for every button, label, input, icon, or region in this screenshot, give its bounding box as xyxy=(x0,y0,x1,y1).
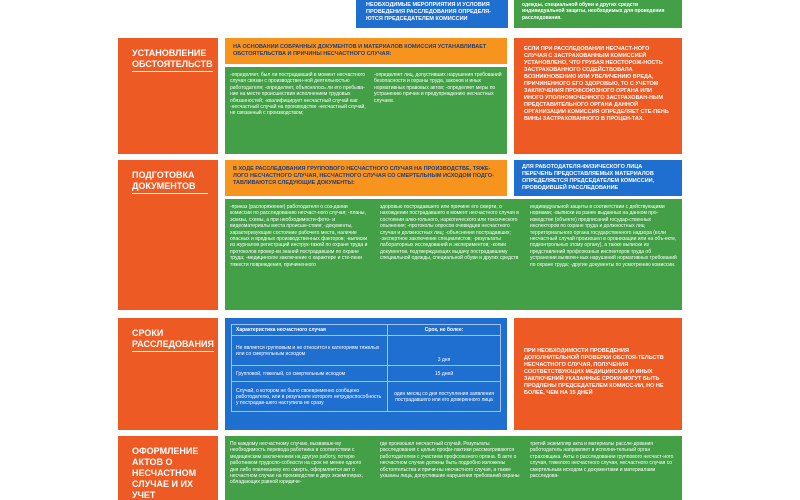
section-label-deadlines xyxy=(118,318,218,430)
s2-head-panel xyxy=(225,160,507,196)
s4-body-panel xyxy=(225,436,682,500)
table-row xyxy=(232,336,501,366)
s4-col1: По каждому несчастному случаю, вызвавше-му необходимость перевода работника в соответствии с медицинским заключением на другую работу, потерю работником трудоспо-собности на срок не менее одного дня либо повлекшему его смерть, оформляется акт о несчастном случае на производстве в двух экземплярах, обладающих равной юридиче- xyxy=(230,441,363,486)
section-label-text: СРОКИ РАССЛЕДОВАНИЯ xyxy=(132,328,214,352)
table-row xyxy=(232,382,501,412)
deadlines-table xyxy=(231,324,501,412)
table-cell: 15 дней xyxy=(388,366,501,382)
s2-right-text: ДЛЯ РАБОТОДАТЕЛЯ-ФИЗИЧЕСКОГО ЛИЦА ПЕРЕЧЕНЬ ПРЕДОСТАВЛЯЕМЫХ МАТЕРИАЛОВ ОПРЕДЕЛЯЕТСЯ ПРЕДСЕДАТЕЛЕМ КОМИССИИ, ПРОВОДИВШЕЙ РАССЛЕДОВАНИЕ xyxy=(522,164,655,191)
s1-body-panel xyxy=(225,67,507,154)
top-green-panel xyxy=(514,0,682,28)
table-header-cell: Срок, не более: xyxy=(388,325,501,336)
table-cell: Групповой, тяжелый, со смертельным исходом xyxy=(232,366,388,382)
s1-right-panel xyxy=(514,38,682,154)
s3-right-panel xyxy=(514,318,682,430)
table-header-cell: Характеристика несчастного случая xyxy=(232,325,388,336)
top-green-text: одежды, специальной обуви и других средств индивидуальной защиты, необходимых для проведения расследования. xyxy=(522,2,665,21)
s2-body-panel xyxy=(225,199,682,310)
s1-right-text: ЕСЛИ ПРИ РАССЛЕДОВАНИИ НЕСЧАСТ-НОГО СЛУЧАЯ С ЗАСТРАХОВАННЫМ КОМИССИЕЙ УСТАНОВЛЕНО, ЧТО ГРУБАЯ НЕОСТОРОЖ-НОСТЬ ЗАСТРАХОВАННОГО СОДЕЙСТВОВАЛА ВОЗНИКНОВЕНИЮ ИЛИ УВЕЛИЧЕНИЮ ВРЕДА, ПРИЧИНЕННОГО ЕГО ЗДОРОВЬЮ, ТО С УЧЕТОМ ЗАКЛЮЧЕНИЯ ПРОФСОЮЗНОГО ОРГАНА ИЛИ ИНОГО УПОЛНОМОЧЕННОГО ЗАСТРАХОВАН-НЫМ ПРЕДСТАВИТЕЛЬНОГО ОРГАНА ДАННОЙ ОРГАНИЗАЦИИ КОМИССИЯ ОПРЕДЕЛЯЕТ СТЕ-ПЕНЬ ВИНЫ ЗАСТРАХОВАННОГО В ПРОЦЕН-ТАХ. xyxy=(524,46,669,122)
s3-table-panel xyxy=(225,318,507,430)
s1-head-panel xyxy=(225,38,507,64)
section-label-text: ОФОРМЛЕНИЕ АКТОВ О НЕСЧАСТНОМ СЛУЧАЕ И ИХ УЧЕТ xyxy=(132,446,208,500)
s2-heading: В ХОДЕ РАССЛЕДОВАНИЯ ГРУППОВОГО НЕСЧАСТНОГО СЛУЧАЯ НА ПРОИЗВОДСТВЕ, ТЯЖЕ-ЛОГО НЕСЧАСТНОГО СЛУЧАЯ, НЕСЧАСТНОГО СЛУЧАЯ СО СМЕРТЕЛЬНЫМ ИСХОДОМ ПОДГО-ТАВЛИВАЮТСЯ СЛЕДУЮЩИЕ ДОКУМЕНТЫ: xyxy=(233,166,495,186)
table-row xyxy=(232,366,501,382)
table-cell: 3 дня xyxy=(388,336,501,366)
section-label-text: УСТАНОВЛЕНИЕ ОБСТОЯТЕЛЬСТВ xyxy=(132,48,213,72)
section-label-text: ПОДГОТОВКА ДОКУМЕНТОВ xyxy=(132,170,208,194)
table-cell: один месяц со дня поступления заявления пострадавшего или его доверенного лица xyxy=(388,382,501,412)
s2-col2: здоровью пострадавшего или причине его смерти, о нахождении пострадавшего в момент несчастного случая в состоянии алко-гольного, наркотического или токсического опьянения; -протоколы опросов очевидцев несчастного случая и должностных лиц; -объяснения пострадавших; -экспертное заключение специалистов; -результаты лабораторных исследований и экспериментов; -копии документов, подтверждающих выдачу пострадавшему специальной одежды, специальной обуви и других средств xyxy=(380,204,519,262)
s3-right-text: ПРИ НЕОБХОДИМОСТИ ПРОВЕДЕНИЯ ДОПОЛНИТЕЛЬНОЙ ПРОВЕРКИ ОБСТОЯ-ТЕЛЬСТВ НЕСЧАСТНОГО СЛУЧАЯ, ПОЛУЧЕНИЯ СООТВЕТСТВУЮЩИХ МЕДИЦИНСКИХ И ИНЫХ ЗАКЛЮЧЕНИЙ УКАЗАННЫЕ СРОКИ МОГУТ БЫТЬ ПРОДЛЕНЫ ПРЕДСЕДАТЕЛЕМ КОМИСС-ИИ, НО НЕ БОЛЕЕ, ЧЕМ НА 15 ДНЕЙ xyxy=(524,348,664,396)
s1-heading: НА ОСНОВАНИИ СОБРАННЫХ ДОКУМЕНТОВ И МАТЕРИАЛОВ КОМИССИЯ УСТАНАВЛИВАЕТ ОБСТОЯТЕЛЬСТВА И ПРИЧИНЫ НЕСЧАСТНОГО СЛУЧАЯ: xyxy=(233,44,487,57)
table-cell: Не является групповым и не относится к категориям тяжелых или со смертельным исходом xyxy=(232,336,388,366)
s4-col2: где произошел несчастный случай. Результаты расследования с целью профи-лактики рассматриваются работодателем с участием профсоюзного органа. В акте о несчастном случае должны быть подробно изложены обстоятельства и причи-ны несчастного случая, а также указаны лица, допустившие нарушения требований охраны xyxy=(380,441,520,480)
table-cell: Случай, о котором не было своевременно сообщено работодателю, или в результате которого нетрудоспособность у пострадав-шего наступила не сразу xyxy=(232,382,388,412)
s2-col1: -приказ (распоряжение) работодателя о соз-дании комиссии по расследованию несчаст-ного случая; -планы, эскизы, схемы, а при необходимости-фото- и видеоматериалы места происше-ствия; -документы, характеризующие состояние рабочего места, наличие опасных и вредных производственных факторов; -выписки из журналов регистраций инструк-тажей по охране труда и протоколов провер-ки знаний пострадавшим по охране труда; -медицинское заключение о характере и сте-пени тяжести повреждения, причиненного xyxy=(230,204,368,268)
table-header-row xyxy=(232,325,501,336)
s1-col1: -определяет, был ли пострадавший в момент несчастного случая связан с производствен-ной деятельностью работодателя; -определяет, объяснялось ли его пребыва-ние на месте происшествия исполнением трудовых обязанностей; -квалифицирует несчастный случай как: -несчастный случай на производстве -несчастный случай, не связанный с производством; xyxy=(230,72,366,117)
top-blue-panel xyxy=(356,0,508,28)
s1-col2: -определяет лиц, допустивших нарушения требований безопасности и охраны труда, законов и иных нормативных правовых актов; -определяет меры по устранению причин и предупреждению несчастных случаев. xyxy=(374,72,502,104)
s2-col3: индивидуальной защиты в соответствии с действующими нормами; -выписки из ранее выданных на данном про-изводстве (объекте) предписаний государ-ственных инспекторов по охране труда и должностных лиц территориального органа государственного надзора (если несчастный случай произошел в организации или на объ-екте, подконтрольных этому органу), а также выписки из представлений профсоюзных инспекторов труда об устранении выявлен-ных нарушений нормативных требований по охране труда; -другие документы по усмотрению комиссии. xyxy=(530,204,677,268)
section-label-documents xyxy=(118,160,218,310)
s2-right-panel xyxy=(514,160,682,196)
s4-col3: третий экземпляр акта и материалы рассле-дования работодатель направляет в исполни-тельный орган страховщика. Акты о расследовании группового несчаст-ного случая, тяжелого несчастного случая, несчастного случая со смертельным исходом с документами и материалами расследова- xyxy=(530,441,674,480)
top-blue-text: НЕОБХОДИМЫЕ МЕРОПРИЯТИЯ И УСЛОВИЯ ПРОВЕДЕНИЯ РАССЛЕДОВАНИЯ ОПРЕДЕЛЯ-ЮТСЯ ПРЕДСЕДАТЕЛЕМ КОМИССИИ xyxy=(366,2,491,22)
section-label-acts xyxy=(118,436,218,500)
section-label-circumstances xyxy=(118,38,218,154)
